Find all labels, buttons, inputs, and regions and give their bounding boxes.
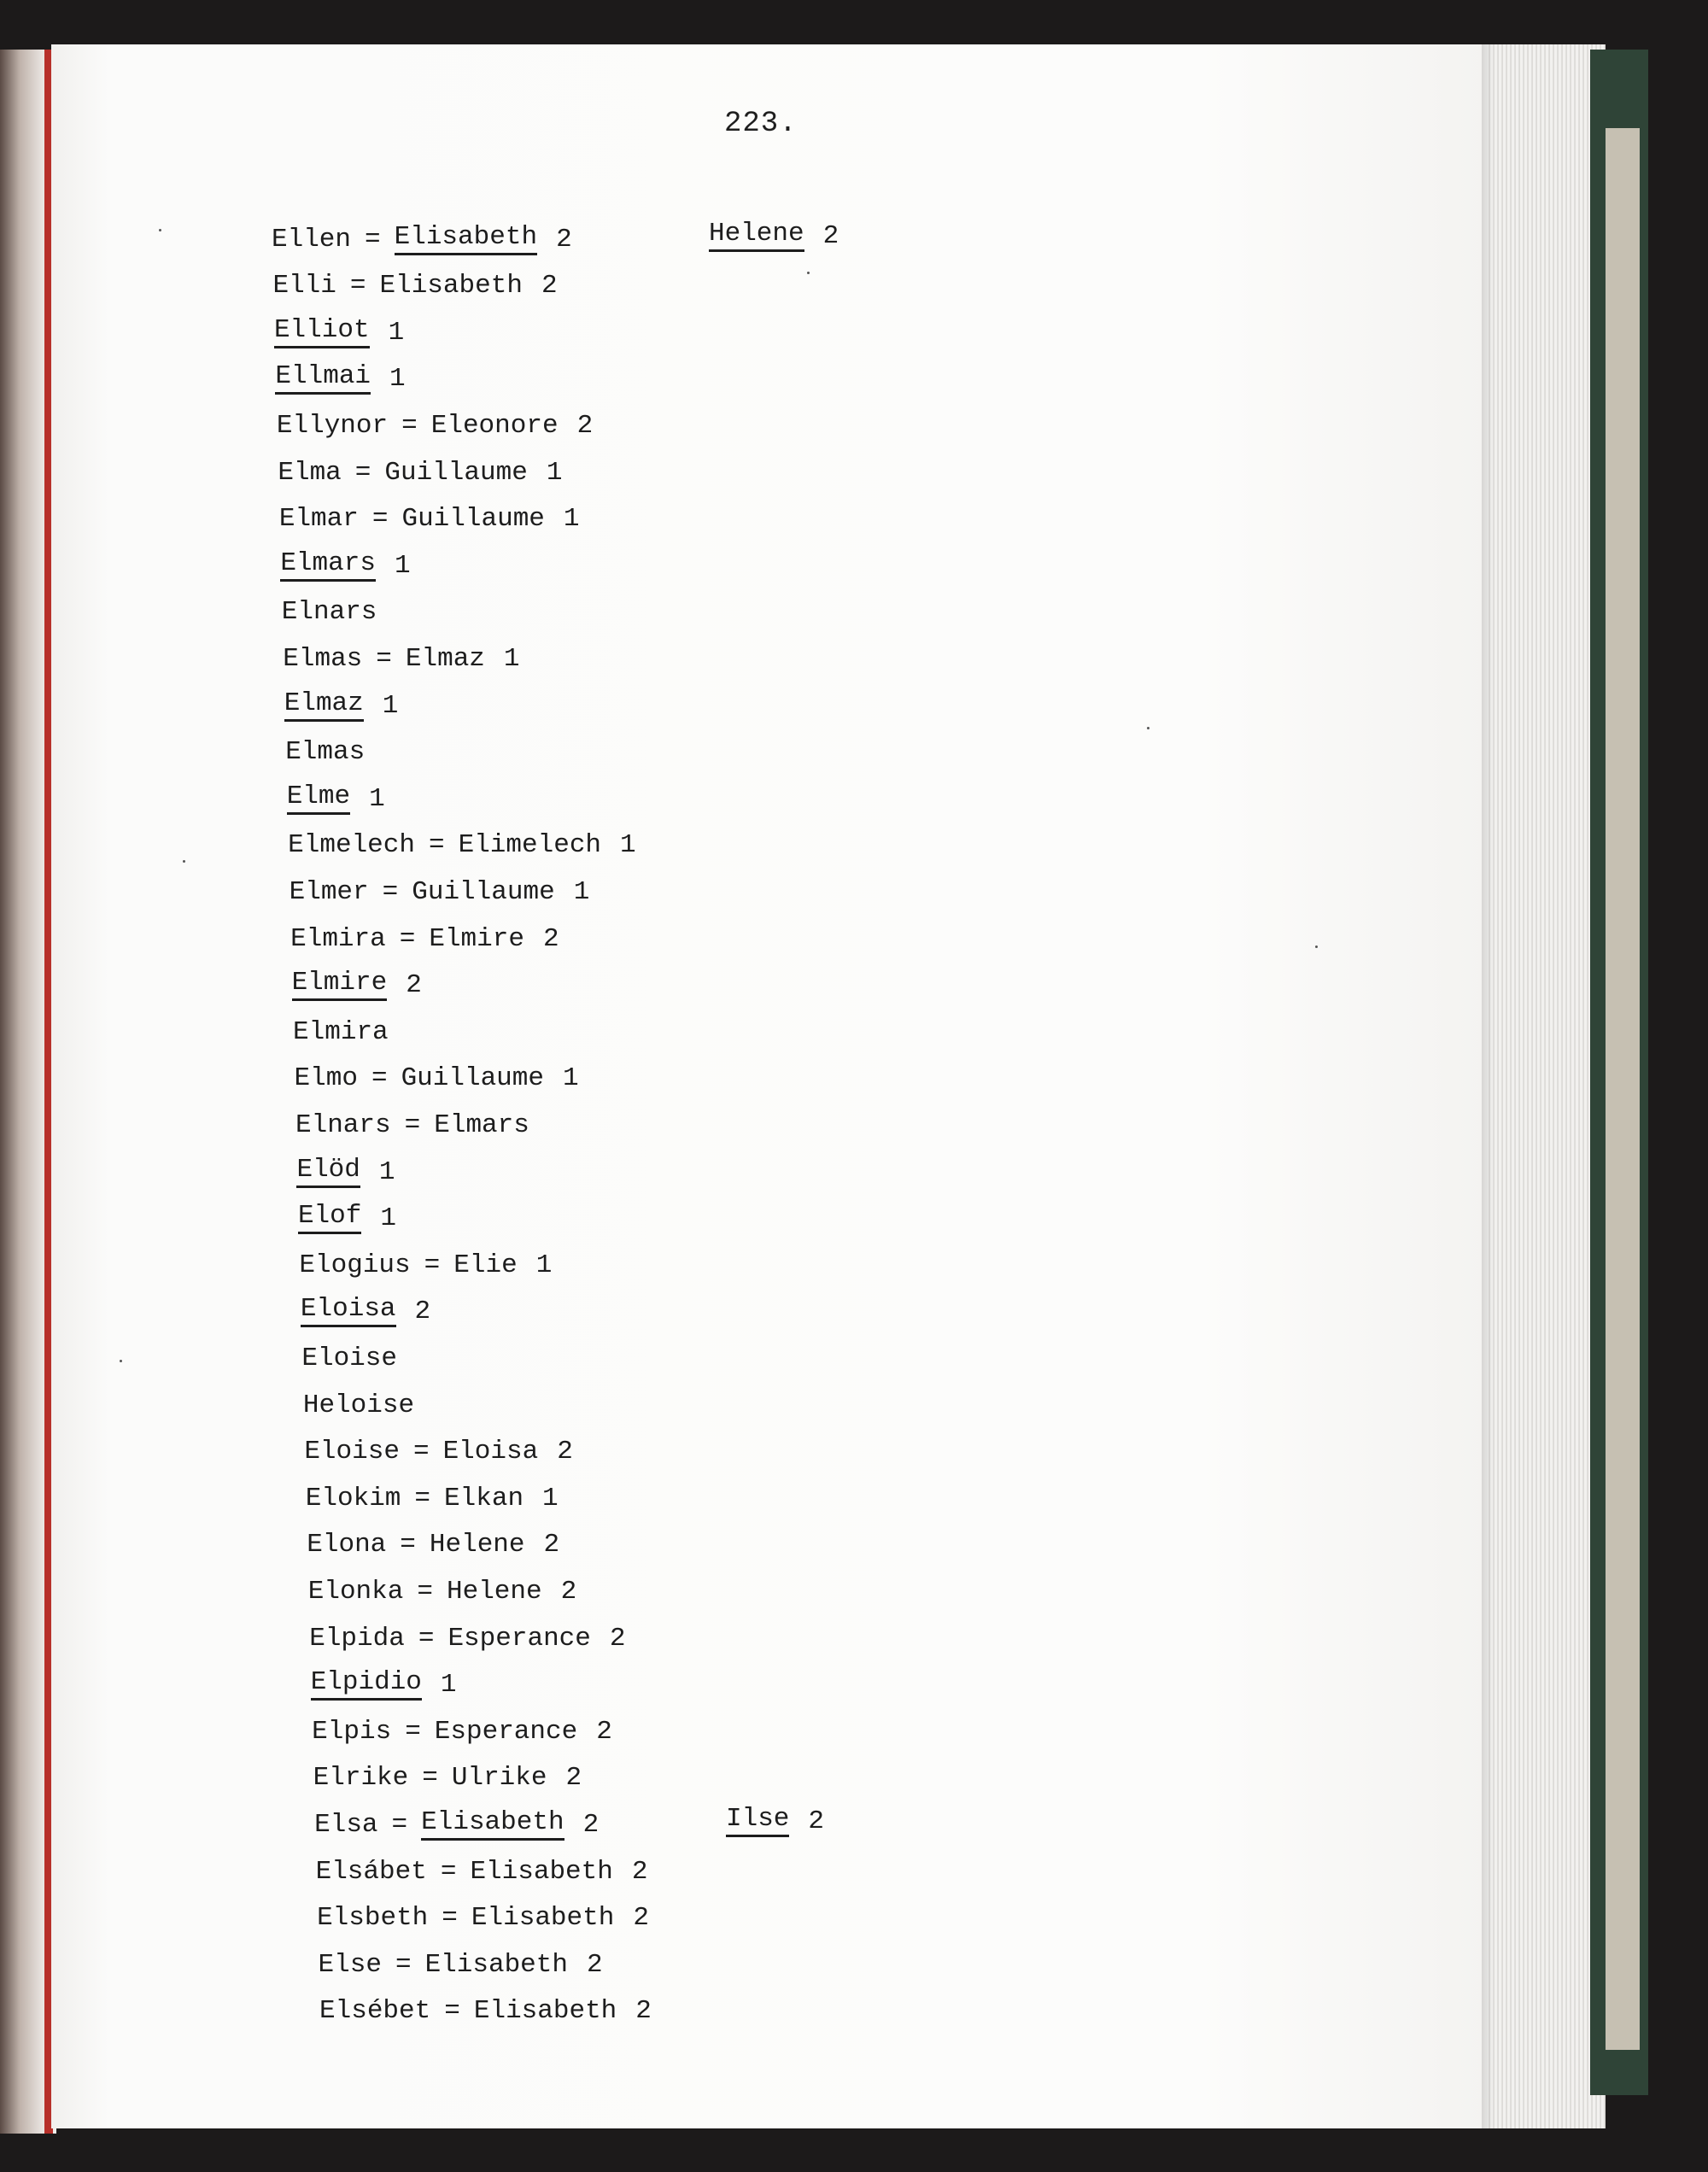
entry-name: Elonka bbox=[307, 1576, 404, 1607]
equals-sign: = bbox=[400, 1530, 416, 1560]
paper-speck bbox=[120, 1360, 122, 1362]
entry-name: Ellen bbox=[272, 224, 352, 255]
entry-count: 1 bbox=[378, 1156, 395, 1187]
index-entry bbox=[275, 359, 405, 400]
entry-name: Elmo bbox=[294, 1063, 358, 1094]
entry-count: 1 bbox=[369, 783, 385, 814]
entry-reference: Ulrike bbox=[451, 1763, 547, 1794]
index-entry bbox=[312, 1711, 612, 1752]
entry-count: 1 bbox=[382, 690, 399, 721]
index-entry bbox=[295, 1104, 529, 1145]
index-entry bbox=[317, 1898, 649, 1939]
equals-sign: = bbox=[376, 643, 392, 674]
entry-name: Elme bbox=[287, 783, 350, 815]
entry-count: 1 bbox=[563, 1063, 579, 1094]
paper-speck bbox=[1315, 945, 1318, 948]
entry-name: Elmelech bbox=[288, 830, 415, 861]
entry-count: 2 bbox=[822, 220, 839, 251]
index-entry bbox=[298, 1198, 396, 1239]
entry-name: Eloise bbox=[304, 1437, 400, 1467]
index-entry bbox=[314, 1804, 599, 1845]
entry-name: Elmas bbox=[285, 737, 366, 768]
equals-sign: = bbox=[382, 876, 399, 907]
entry-reference: Elisabeth bbox=[395, 224, 537, 255]
page-stack-edge bbox=[1482, 44, 1606, 2128]
entry-count: 2 bbox=[543, 1530, 560, 1560]
paper-speck bbox=[1147, 727, 1149, 729]
index-entry bbox=[272, 219, 572, 260]
index-entry bbox=[307, 1525, 559, 1566]
page-gutter-shadow bbox=[1482, 44, 1494, 2128]
entry-name: Elsa bbox=[314, 1809, 378, 1840]
entry-count: 1 bbox=[389, 364, 406, 395]
equals-sign: = bbox=[365, 224, 381, 255]
entry-reference: Elmars bbox=[434, 1109, 529, 1140]
entry-name: Elöd bbox=[296, 1156, 360, 1188]
equals-sign: = bbox=[444, 1996, 460, 2027]
entry-count: 2 bbox=[541, 271, 558, 302]
index-entry bbox=[309, 1618, 625, 1659]
book-cover-cloth bbox=[1606, 128, 1640, 2050]
entry-name: Elmer bbox=[289, 876, 369, 907]
entry-reference: Helene bbox=[446, 1576, 542, 1607]
index-entry bbox=[278, 452, 562, 493]
entry-reference: Esperance bbox=[434, 1716, 578, 1747]
entry-count: 1 bbox=[394, 550, 411, 581]
entry-reference: Guillaume bbox=[412, 876, 555, 907]
equals-sign: = bbox=[401, 410, 418, 441]
equals-sign: = bbox=[399, 923, 416, 954]
equals-sign: = bbox=[395, 1949, 412, 1980]
entry-name: Elmars bbox=[280, 550, 376, 582]
entry-reference: Elisabeth bbox=[379, 271, 523, 302]
equals-sign: = bbox=[428, 830, 445, 861]
index-entry bbox=[282, 592, 377, 633]
index-entry bbox=[313, 1758, 582, 1799]
index-entry bbox=[283, 638, 519, 679]
entry-count: 2 bbox=[406, 970, 422, 1001]
index-entry bbox=[284, 685, 399, 726]
equals-sign: = bbox=[417, 1576, 433, 1607]
entry-count: 2 bbox=[633, 1903, 649, 1934]
equals-sign: = bbox=[422, 1763, 438, 1794]
entry-reference: Helene bbox=[429, 1530, 525, 1560]
entry-name: Elmas bbox=[283, 643, 363, 674]
entry-name: Elmira bbox=[290, 923, 386, 954]
equals-sign: = bbox=[442, 1903, 458, 1934]
entry-name: Elona bbox=[307, 1530, 387, 1560]
alternate-reference bbox=[709, 215, 839, 256]
entry-reference: Guillaume bbox=[401, 1063, 544, 1094]
entry-count: 2 bbox=[556, 224, 572, 255]
paper-speck bbox=[183, 860, 185, 863]
index-entry bbox=[308, 1571, 576, 1612]
index-entry bbox=[285, 732, 365, 773]
equals-sign: = bbox=[391, 1809, 408, 1840]
entry-name: Elrike bbox=[313, 1763, 409, 1794]
entry-name: Elsbeth bbox=[317, 1903, 429, 1934]
entry-name: Elokim bbox=[305, 1483, 401, 1513]
index-entry bbox=[293, 1011, 389, 1052]
entry-count: 1 bbox=[535, 1250, 553, 1280]
entry-reference: Elisabeth bbox=[424, 1949, 568, 1980]
entry-reference: Elkan bbox=[444, 1483, 524, 1513]
entry-count: 2 bbox=[542, 923, 559, 954]
entry-name: Elmaz bbox=[284, 690, 364, 722]
entry-name: Elnars bbox=[295, 1109, 391, 1140]
entry-name: Heloise bbox=[302, 1390, 415, 1420]
paper-speck bbox=[807, 272, 810, 274]
index-entry bbox=[295, 1058, 579, 1099]
entry-count: 2 bbox=[596, 1716, 612, 1747]
entry-count: 2 bbox=[557, 1437, 573, 1467]
entry-name: Ilse bbox=[726, 1806, 789, 1837]
entry-count: 2 bbox=[587, 1949, 603, 1980]
entry-name: Else bbox=[318, 1949, 382, 1980]
index-entry bbox=[304, 1431, 572, 1472]
equals-sign: = bbox=[405, 1716, 421, 1747]
entry-reference: Elisabeth bbox=[473, 1996, 617, 2027]
index-entry bbox=[287, 778, 385, 819]
entry-reference: Guillaume bbox=[384, 457, 528, 488]
entry-name: Elof bbox=[298, 1203, 361, 1234]
index-entry bbox=[299, 1244, 552, 1285]
entry-name: Elli bbox=[272, 271, 336, 302]
entry-name: Elsébet bbox=[319, 1996, 431, 2027]
entry-count: 2 bbox=[635, 1996, 652, 2027]
entry-name: Elliot bbox=[274, 317, 370, 348]
equals-sign: = bbox=[424, 1250, 441, 1280]
index-entry bbox=[292, 965, 422, 1006]
index-entry bbox=[279, 499, 580, 540]
equals-sign: = bbox=[371, 1063, 388, 1094]
entry-name: Elogius bbox=[299, 1250, 411, 1280]
entry-name: Elnars bbox=[281, 597, 377, 628]
alternate-reference bbox=[726, 1800, 824, 1841]
entry-name: Elpida bbox=[309, 1623, 405, 1654]
entry-name: Elmar bbox=[278, 504, 359, 535]
entry-name: Elpidio bbox=[311, 1669, 422, 1701]
entry-count: 1 bbox=[503, 643, 520, 674]
entry-name: Elmira bbox=[293, 1016, 389, 1047]
equals-sign: = bbox=[371, 504, 389, 535]
entry-count: 2 bbox=[609, 1623, 626, 1654]
index-entry bbox=[280, 545, 410, 586]
equals-sign: = bbox=[412, 1437, 430, 1467]
entry-reference: Elmire bbox=[429, 923, 524, 954]
entry-count: 1 bbox=[563, 504, 580, 535]
index-entry bbox=[274, 312, 404, 353]
index-entry bbox=[277, 405, 593, 446]
entry-reference: Guillaume bbox=[401, 504, 545, 535]
index-entry bbox=[316, 1851, 648, 1892]
entry-name: Elma bbox=[278, 457, 342, 488]
entry-name: Elsábet bbox=[315, 1856, 427, 1887]
index-entry bbox=[288, 825, 635, 866]
entry-count: 2 bbox=[808, 1806, 825, 1836]
index-entry bbox=[296, 1151, 395, 1192]
entry-name: Eloise bbox=[301, 1343, 397, 1373]
entry-reference: Esperance bbox=[447, 1623, 591, 1654]
entry-reference: Elimelech bbox=[458, 830, 602, 861]
index-entry bbox=[319, 1944, 603, 1985]
entry-name: Helene bbox=[709, 220, 804, 252]
index-entry bbox=[301, 1338, 397, 1379]
paper-speck bbox=[159, 229, 161, 231]
equals-sign: = bbox=[440, 1856, 457, 1887]
entry-count: 1 bbox=[573, 876, 590, 907]
entry-reference: Eloisa bbox=[442, 1437, 539, 1467]
entry-count: 1 bbox=[542, 1483, 559, 1513]
entry-reference: Elisabeth bbox=[421, 1809, 564, 1841]
entry-count: 1 bbox=[380, 1203, 396, 1234]
entry-name: Elmire bbox=[292, 969, 388, 1001]
index-entry bbox=[290, 918, 559, 959]
index-entry bbox=[319, 1991, 652, 2032]
index-entry bbox=[272, 266, 557, 307]
entry-count: 2 bbox=[631, 1856, 648, 1887]
entry-reference: Elmaz bbox=[405, 643, 485, 674]
entry-reference: Elisabeth bbox=[470, 1856, 613, 1887]
index-entry bbox=[303, 1385, 414, 1426]
entry-count: 1 bbox=[546, 457, 563, 488]
entry-count: 2 bbox=[565, 1763, 582, 1794]
entry-reference: Elie bbox=[453, 1250, 518, 1280]
entry-name: Eloisa bbox=[301, 1296, 396, 1327]
entry-count: 2 bbox=[414, 1297, 431, 1327]
index-entry bbox=[306, 1478, 559, 1519]
entry-count: 1 bbox=[388, 317, 405, 348]
index-entry bbox=[311, 1665, 457, 1706]
index-entry bbox=[290, 871, 590, 912]
index-entry bbox=[301, 1291, 430, 1332]
entry-count: 1 bbox=[620, 830, 636, 861]
equals-sign: = bbox=[354, 457, 371, 488]
entry-name: Elpis bbox=[312, 1716, 392, 1747]
entry-count: 1 bbox=[440, 1670, 457, 1701]
entry-name: Ellmai bbox=[275, 363, 371, 395]
entry-reference: Eleonore bbox=[430, 410, 559, 441]
page-number: 223. bbox=[724, 108, 798, 140]
entry-count: 2 bbox=[582, 1809, 600, 1840]
entry-reference: Elisabeth bbox=[471, 1903, 615, 1934]
equals-sign: = bbox=[414, 1483, 431, 1513]
entry-count: 2 bbox=[576, 410, 594, 441]
equals-sign: = bbox=[349, 271, 366, 302]
equals-sign: = bbox=[418, 1623, 435, 1654]
entry-count: 2 bbox=[560, 1576, 577, 1607]
entry-name: Ellynor bbox=[276, 410, 389, 441]
equals-sign: = bbox=[404, 1109, 421, 1140]
